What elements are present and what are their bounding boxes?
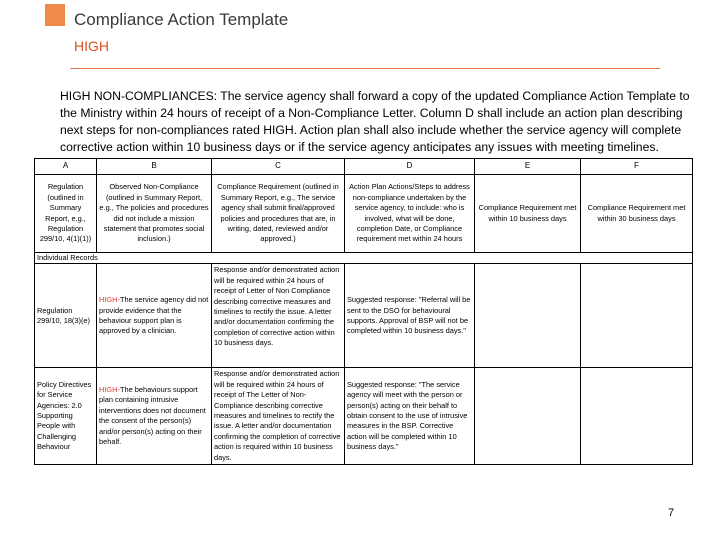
- column-letter: A: [35, 159, 97, 175]
- observed-text: The service agency did not provide evidence that the behaviour support plan is approved by a clinician.: [99, 295, 209, 336]
- cell-regulation: Policy Directives for Service Agencies: 2.0 Supporting People with Challenging Behaviour: [35, 368, 97, 465]
- cell-met-30[interactable]: [581, 368, 693, 465]
- header-regulation: Regulation (outlined in Summary Report, e.g., Regulation 299/10, 4(1)(1)): [35, 175, 97, 253]
- column-letter: E: [475, 159, 581, 175]
- section-row: [35, 253, 693, 264]
- column-header-row: [35, 175, 693, 253]
- header-met-10-days: Compliance Requirement met within 10 business days: [475, 175, 581, 253]
- header-observed-non-compliance: Observed Non-Compliance (outlined in Summary Report, e.g., The policies and procedures did not include a mission statement that promotes social inclusion.): [97, 175, 212, 253]
- cell-observed: [97, 368, 212, 465]
- cell-met-10[interactable]: [475, 264, 581, 368]
- cell-regulation: Regulation 299/10, 18(3)(e): [35, 264, 97, 368]
- high-tag: HIGH-: [99, 385, 120, 395]
- page-number: 7: [668, 507, 675, 519]
- cell-observed: [97, 264, 212, 368]
- cell-met-10[interactable]: [475, 368, 581, 465]
- observed-text: The behaviours support plan containing intrusive interventions does not document the consent of the person(s) and/or person(s) acting on their behalf.: [99, 385, 206, 447]
- cell-met-30[interactable]: [581, 264, 693, 368]
- column-letter: D: [345, 159, 475, 175]
- cell-action: Suggested response: "The service agency will meet with the person or person(s) acting on their behalf to obtain consent to the use of intrusive measures in the BSP. Corrective action will be completed within 10 business days.": [345, 368, 475, 465]
- column-letter: F: [581, 159, 693, 175]
- table-row: [35, 368, 693, 465]
- slide-title: Compliance Action Template: [74, 10, 289, 29]
- slide-subtitle: HIGH: [74, 38, 109, 54]
- header-met-30-days: Compliance Requirement met within 30 business days: [581, 175, 693, 253]
- title-accent-square: [45, 4, 65, 26]
- column-letter-row: [35, 159, 693, 175]
- column-letter: B: [97, 159, 212, 175]
- cell-requirement: Response and/or demonstrated action will be required within 24 hours of receipt of The Letter of Non-Compliance describing corrective measures and timelines to rectify the issue. A letter and/or documentation confirming the completion of corrective action is required within 10 business days.: [212, 368, 345, 465]
- compliance-table: [34, 158, 693, 465]
- header-action-plan: Action Plan Actions/Steps to address non-compliance undertaken by the service agency, to include: who is involved, what will be done, completion Date, or Compliance requirement met within 24 hours: [345, 175, 475, 253]
- cell-requirement: Response and/or demonstrated action will be required within 24 hours of receipt of Letter of Non Compliance describing corrective measures and timelines to rectify the issue. A letter and/or documentation confirming the completion of corrective action within 10 business days.: [212, 264, 345, 368]
- high-tag: HIGH-: [99, 295, 120, 305]
- column-letter: C: [212, 159, 345, 175]
- header-compliance-requirement: Compliance Requirement (outlined in Summary Report, e.g., The service agency shall submit final/approved policies and procedures that are, in writing, dated, reviewed and/or approved.): [212, 175, 345, 253]
- header-divider: [70, 68, 660, 69]
- section-label: Individual Records: [35, 253, 693, 264]
- table-row: [35, 264, 693, 368]
- cell-action: Suggested response: "Referral will be sent to the DSO for behavioural supports. Approval of BSP will not be completed within 10 business days.": [345, 264, 475, 368]
- intro-paragraph: HIGH NON-COMPLIANCES: The service agency shall forward a copy of the updated Compliance Action Template to the Ministry within 24 hours of receipt of a Non-Compliance Letter. Column D shall include an action plan describing next steps for non-compliances rated HIGH. Action plan shall also include whether the service agency will complete corrective action within 10 business days or if the service agency anticipates any issues with meeting timelines.: [60, 89, 690, 154]
